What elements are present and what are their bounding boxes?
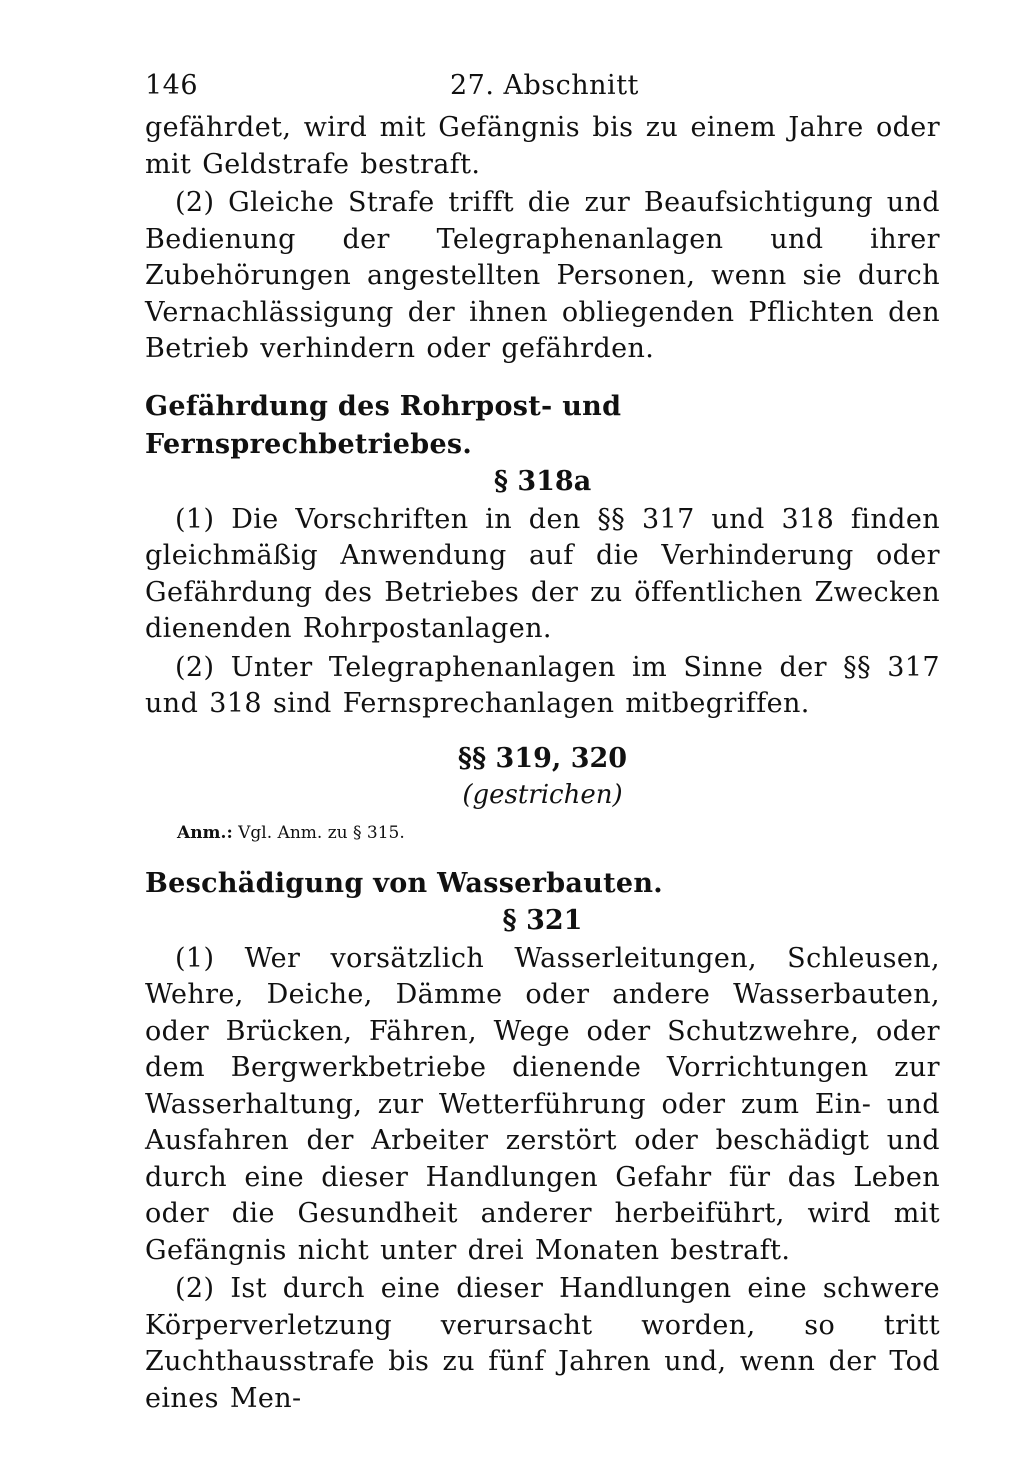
- paragraph-2: (2) Gleiche Strafe trifft die zur Beaufsichtigung und Bedienung der Telegraphenanlagen und ihrer Zubehörungen angestellten Personen, wenn sie durch Vernachlässigung der ihnen obliegenden Pflichten den Betrieb verhindern oder gefährden.: [145, 187, 940, 364]
- section-title-318a: Gefährdung des Rohrpost- und Fernsprechbetriebes.: [145, 390, 622, 460]
- page-header: [145, 70, 940, 110]
- section-321-paragraph-1: (1) Wer vorsätzlich Wasserleitungen, Schleusen, Wehre, Deiche, Dämme oder andere Wasserbauten, oder Brücken, Fähren, Wege oder Schutzwehre, oder dem Bergwerkbetriebe dienende Vorrichtungen zur Wasserhaltung, zur Wetterführung oder zum Ein- und Ausfahren der Arbeiter zerstört oder beschädigt und durch eine dieser Handlungen Gefahr für das Leben oder die Gesundheit anderer herbeiführt, wird mit Gefängnis nicht unter drei Monaten bestraft.: [145, 942, 940, 1266]
- section-status: (gestrichen): [462, 779, 623, 810]
- book-page: [145, 70, 940, 1417]
- section-number-319-320: §§ 319, 320: [457, 742, 628, 774]
- running-title: 27. Abschnitt: [450, 70, 639, 101]
- section-318a-paragraph-2: (2) Unter Telegraphenanlagen im Sinne der §§ 317 und 318 sind Fernsprechanlagen mitbegriffen.: [145, 651, 940, 719]
- section-number-318a: § 318a: [493, 465, 592, 497]
- section-title-321: Beschädigung von Wasserbauten.: [145, 867, 664, 899]
- section-318a-paragraph-1: (1) Die Vorschriften in den §§ 317 und 318 finden gleichmäßig Anwendung auf die Verhinderung oder Gefährdung des Betriebes der zu öffentlichen Zwecken dienenden Rohrpostanlagen.: [145, 503, 940, 644]
- section-321-paragraph-2: (2) Ist durch eine dieser Handlungen eine schwere Körperverletzung verursacht worden, so tritt Zuchthausstrafe bis zu fünf Jahren und, wenn der Tod eines Men-: [145, 1273, 940, 1414]
- paragraph-continued: gefährdet, wird mit Gefängnis bis zu einem Jahre oder mit Geldstrafe bestraft.: [145, 112, 940, 180]
- section-number-321: § 321: [502, 904, 583, 936]
- note-label: Anm.:: [177, 822, 233, 843]
- page-number: 146: [145, 70, 199, 101]
- note-text: Vgl. Anm. zu § 315.: [238, 822, 405, 843]
- annotation-note: [177, 821, 940, 845]
